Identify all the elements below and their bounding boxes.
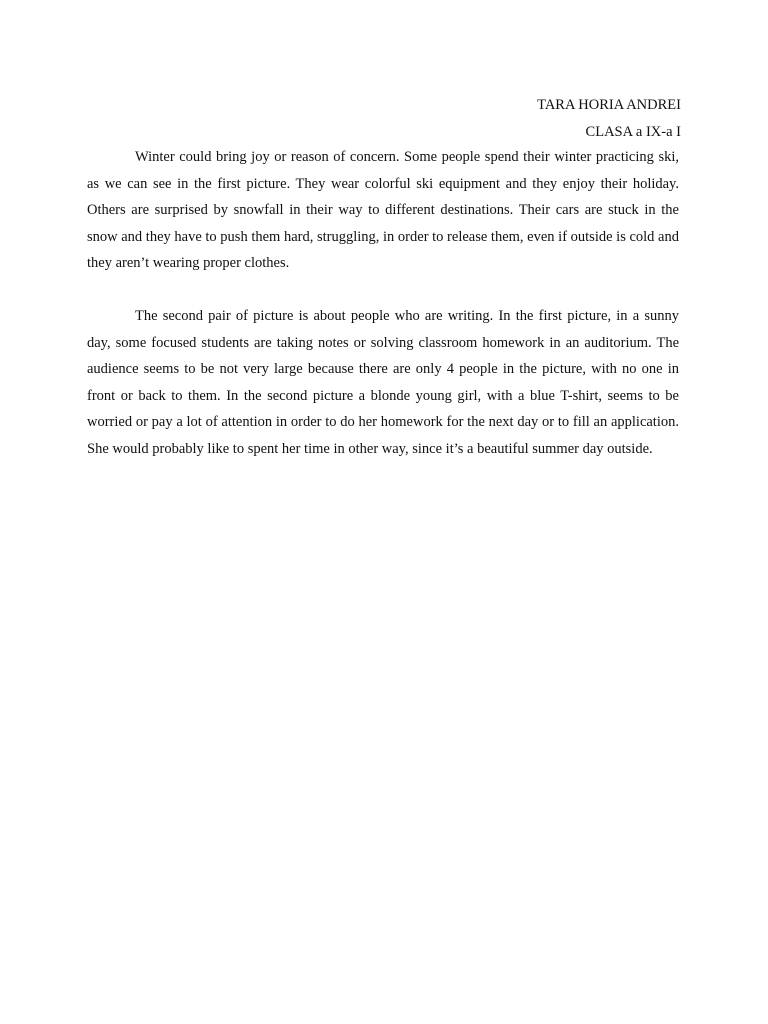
document-header	[537, 92, 681, 145]
document-body	[87, 144, 679, 462]
class-label: CLASA a IX-a I	[585, 123, 681, 140]
paragraph-writing: The second pair of picture is about people who are writing. In the first picture, in a sunny day, some focused students are taking notes or solving classroom homework in an auditorium. The audience seems to be not very large because there are only 4 people in the picture, with no one in front or back to them. In the second picture a blonde young girl, with a blue T-shirt, seems to be worried or pay a lot of attention in order to do her homework for the next day or to fill an application. She would probably like to spent her time in other way, since it’s a beautiful summer day outside.	[87, 308, 679, 457]
author-name: TARA HORIA ANDREI	[537, 97, 681, 113]
paragraph-winter: Winter could bring joy or reason of concern. Some people spend their winter practicing ski, as we can see in the first picture. They wear colorful ski equipment and they enjoy their holiday. Others are surprised by snowfall in their way to different destinations. Their cars are stuck in the snow and they have to push them hard, struggling, in order to release them, even if outside is cold and they aren’t wearing proper clothes.	[87, 149, 679, 271]
